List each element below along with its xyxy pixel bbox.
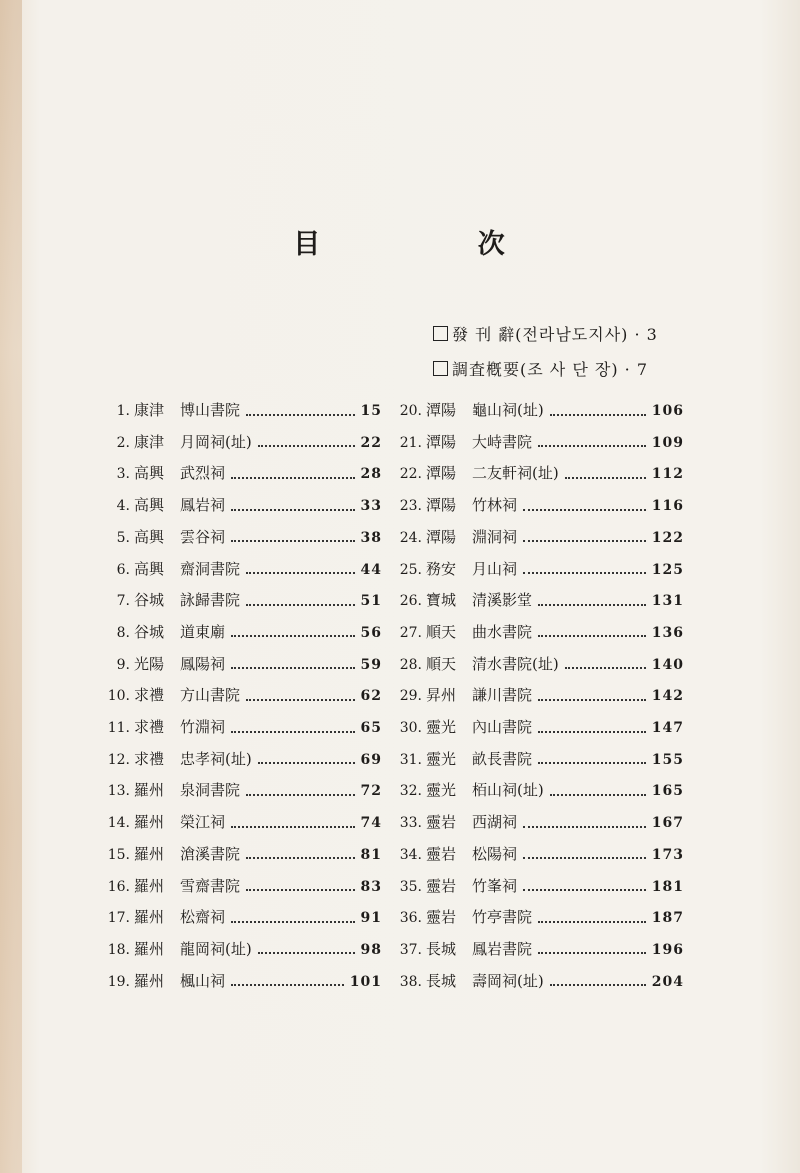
entry-number: 5. bbox=[116, 529, 130, 546]
entry-number: 34. bbox=[399, 846, 422, 863]
entry-region: 高興 bbox=[134, 527, 165, 546]
entry-region: 長城 bbox=[426, 939, 457, 958]
entry-region: 高興 bbox=[134, 559, 165, 578]
entry-number: 1. bbox=[116, 403, 130, 419]
entry-title: 道東廟 bbox=[180, 622, 226, 641]
entry-number: 33. bbox=[399, 815, 422, 832]
toc-entry bbox=[398, 779, 684, 803]
entry-page-number: 155 bbox=[651, 751, 684, 768]
entry-page-number: 15 bbox=[360, 403, 382, 419]
preface-item bbox=[433, 322, 658, 345]
toc-entry bbox=[106, 526, 382, 550]
entry-page-number: 136 bbox=[651, 624, 684, 641]
toc-entry bbox=[106, 906, 382, 930]
dot-leader bbox=[246, 413, 355, 416]
entry-region: 求禮 bbox=[134, 749, 165, 768]
entry-number: 3. bbox=[116, 466, 130, 483]
entry-title: 雲谷祠 bbox=[180, 527, 226, 546]
entry-region: 羅州 bbox=[134, 971, 165, 990]
toc-left-column bbox=[106, 399, 382, 999]
entry-title: 滄溪書院 bbox=[180, 844, 241, 863]
entry-title: 西湖祠 bbox=[472, 813, 518, 832]
toc-entry bbox=[398, 462, 684, 486]
entry-region: 靈岩 bbox=[426, 876, 457, 895]
preface-item bbox=[433, 357, 648, 380]
toc-entry bbox=[106, 589, 382, 613]
entry-region: 羅州 bbox=[134, 844, 165, 863]
entry-title: 謙川書院 bbox=[472, 686, 533, 705]
entry-number: 6. bbox=[116, 561, 130, 578]
toc-entry bbox=[398, 716, 684, 740]
entry-number: 20. bbox=[399, 403, 422, 419]
entry-title: 詠歸書院 bbox=[180, 591, 241, 610]
entry-region: 羅州 bbox=[134, 781, 165, 800]
toc-entry bbox=[106, 748, 382, 772]
dot-leader bbox=[523, 571, 646, 574]
entry-title: 松陽祠 bbox=[472, 844, 518, 863]
entry-title: 松齋祠 bbox=[180, 908, 226, 927]
entry-title: 竹亭書院 bbox=[472, 908, 533, 927]
dot-leader bbox=[231, 634, 355, 637]
entry-number: 12. bbox=[107, 751, 130, 768]
entry-number: 14. bbox=[107, 815, 130, 832]
dot-leader bbox=[565, 476, 646, 479]
entry-title: 齋洞書院 bbox=[180, 559, 241, 578]
entry-number: 25. bbox=[399, 561, 422, 578]
entry-page-number: 204 bbox=[651, 973, 684, 990]
toc-entry bbox=[106, 431, 382, 455]
entry-number: 27. bbox=[399, 624, 422, 641]
entry-page-number: 62 bbox=[360, 688, 382, 705]
toc-entry bbox=[106, 621, 382, 645]
entry-page-number: 142 bbox=[651, 688, 684, 705]
entry-title: 畝長書院 bbox=[472, 749, 533, 768]
entry-page-number: 72 bbox=[360, 783, 382, 800]
dot-leader bbox=[538, 634, 646, 637]
entry-page-number: 181 bbox=[651, 878, 684, 895]
entry-number: 18. bbox=[107, 941, 130, 958]
toc-entry bbox=[398, 526, 684, 550]
dot-leader bbox=[246, 793, 355, 796]
entry-page-number: 33 bbox=[360, 498, 382, 515]
entry-region: 寶城 bbox=[426, 591, 457, 610]
entry-number: 26. bbox=[399, 593, 422, 610]
entry-page-number: 65 bbox=[360, 720, 382, 736]
entry-number: 23. bbox=[399, 498, 422, 515]
toc-entry bbox=[398, 970, 684, 994]
entry-number: 11. bbox=[107, 720, 130, 736]
entry-page-number: 187 bbox=[651, 910, 684, 927]
dot-leader bbox=[231, 539, 355, 542]
dot-leader bbox=[523, 539, 646, 542]
entry-title: 內山書院 bbox=[472, 718, 533, 736]
entry-region: 羅州 bbox=[134, 813, 165, 832]
dot-leader bbox=[538, 951, 646, 954]
entry-number: 32. bbox=[399, 783, 422, 800]
entry-number: 28. bbox=[399, 656, 422, 673]
toc-entry bbox=[398, 558, 684, 582]
entry-title: 二友軒祠(址) bbox=[472, 464, 559, 483]
dot-leader bbox=[246, 571, 355, 574]
entry-title: 龍岡祠(址) bbox=[180, 939, 252, 958]
dot-leader bbox=[523, 508, 646, 511]
entry-page-number: 69 bbox=[360, 751, 382, 768]
entry-number: 22. bbox=[399, 466, 422, 483]
dot-leader bbox=[231, 983, 344, 986]
entry-title: 龜山祠(址) bbox=[472, 401, 544, 419]
entry-title: 大峙書院 bbox=[472, 432, 533, 451]
page-edge-stain bbox=[0, 0, 22, 1173]
dot-leader bbox=[538, 444, 646, 447]
toc-entry bbox=[106, 494, 382, 518]
entry-title: 清水書院(址) bbox=[472, 654, 559, 673]
dot-leader bbox=[538, 920, 646, 923]
entry-number: 30. bbox=[399, 720, 422, 736]
dot-leader bbox=[523, 856, 646, 859]
entry-number: 2. bbox=[116, 434, 130, 451]
entry-region: 靈岩 bbox=[426, 844, 457, 863]
entry-page-number: 112 bbox=[651, 466, 684, 483]
entry-number: 9. bbox=[116, 656, 130, 673]
entry-page-number: 131 bbox=[651, 593, 684, 610]
entry-region: 羅州 bbox=[134, 876, 165, 895]
dot-leader bbox=[231, 825, 355, 828]
dot-leader bbox=[258, 761, 355, 764]
dot-leader bbox=[565, 666, 646, 669]
toc-entry bbox=[106, 779, 382, 803]
entry-number: 38. bbox=[399, 973, 422, 990]
entry-region: 求禮 bbox=[134, 686, 165, 705]
entry-page-number: 140 bbox=[651, 656, 684, 673]
toc-entry bbox=[106, 970, 382, 994]
entry-number: 31. bbox=[399, 751, 422, 768]
entry-number: 29. bbox=[399, 688, 422, 705]
toc-entry bbox=[106, 938, 382, 962]
entry-page-number: 116 bbox=[651, 498, 684, 515]
entry-region: 務安 bbox=[426, 559, 457, 578]
preface-label: 調査槪要(조 사 단 장) · 7 bbox=[452, 360, 649, 379]
entry-title: 壽岡祠(址) bbox=[472, 971, 544, 990]
checkbox-square-icon bbox=[433, 326, 448, 341]
checkbox-square-icon bbox=[433, 361, 448, 376]
entry-number: 36. bbox=[399, 910, 422, 927]
entry-region: 靈岩 bbox=[426, 813, 457, 832]
entry-title: 鳳陽祠 bbox=[180, 654, 226, 673]
entry-region: 順天 bbox=[426, 654, 457, 673]
entry-page-number: 147 bbox=[651, 720, 684, 736]
entry-page-number: 56 bbox=[360, 624, 382, 641]
entry-page-number: 196 bbox=[651, 941, 684, 958]
dot-leader bbox=[246, 603, 355, 606]
entry-title: 楓山祠 bbox=[180, 971, 226, 990]
dot-leader bbox=[258, 444, 355, 447]
entry-number: 21. bbox=[399, 434, 422, 451]
toc-entry bbox=[398, 906, 684, 930]
entry-title: 雪齋書院 bbox=[180, 876, 241, 895]
toc-entry bbox=[398, 748, 684, 772]
entry-title: 武烈祠 bbox=[180, 464, 226, 483]
entry-number: 7. bbox=[116, 593, 130, 610]
entry-page-number: 44 bbox=[360, 561, 382, 578]
entry-page-number: 125 bbox=[651, 561, 684, 578]
entry-region: 求禮 bbox=[134, 718, 165, 736]
entry-page-number: 101 bbox=[349, 973, 382, 990]
toc-entry bbox=[398, 494, 684, 518]
entry-number: 37. bbox=[399, 941, 422, 958]
entry-page-number: 173 bbox=[651, 846, 684, 863]
entry-page-number: 98 bbox=[360, 941, 382, 958]
entry-region: 潭陽 bbox=[426, 527, 457, 546]
entry-region: 羅州 bbox=[134, 908, 165, 927]
entry-page-number: 167 bbox=[651, 815, 684, 832]
entry-page-number: 165 bbox=[651, 783, 684, 800]
entry-region: 康津 bbox=[134, 401, 165, 419]
dot-leader bbox=[246, 698, 355, 701]
entry-page-number: 81 bbox=[360, 846, 382, 863]
entry-number: 13. bbox=[107, 783, 130, 800]
entry-region: 昇州 bbox=[426, 686, 457, 705]
entry-title: 榮江祠 bbox=[180, 813, 226, 832]
toc-entry bbox=[398, 621, 684, 645]
entry-number: 10. bbox=[107, 688, 130, 705]
entry-region: 羅州 bbox=[134, 939, 165, 958]
entry-number: 8. bbox=[116, 624, 130, 641]
entry-region: 光陽 bbox=[134, 654, 165, 673]
entry-page-number: 28 bbox=[360, 466, 382, 483]
entry-region: 康津 bbox=[134, 432, 165, 451]
entry-region: 靈岩 bbox=[426, 908, 457, 927]
entry-number: 17. bbox=[107, 910, 130, 927]
toc-entry bbox=[398, 938, 684, 962]
dot-leader bbox=[246, 856, 355, 859]
entry-number: 16. bbox=[107, 878, 130, 895]
entry-title: 竹淵祠 bbox=[180, 718, 226, 736]
entry-region: 靈光 bbox=[426, 781, 457, 800]
toc-entry bbox=[398, 843, 684, 867]
dot-leader bbox=[550, 793, 646, 796]
entry-number: 35. bbox=[399, 878, 422, 895]
dot-leader bbox=[231, 666, 355, 669]
dot-leader bbox=[538, 698, 646, 701]
entry-region: 高興 bbox=[134, 496, 165, 515]
entry-number: 19. bbox=[107, 973, 130, 990]
toc-entry bbox=[106, 558, 382, 582]
dot-leader bbox=[523, 825, 646, 828]
entry-number: 15. bbox=[107, 846, 130, 863]
toc-entry bbox=[106, 843, 382, 867]
dot-leader bbox=[231, 920, 355, 923]
entry-title: 博山書院 bbox=[180, 401, 241, 419]
entry-region: 潭陽 bbox=[426, 401, 457, 419]
entry-title: 曲水書院 bbox=[472, 622, 533, 641]
entry-page-number: 83 bbox=[360, 878, 382, 895]
entry-region: 長城 bbox=[426, 971, 457, 990]
entry-region: 順天 bbox=[426, 622, 457, 641]
entry-title: 鳳岩祠 bbox=[180, 496, 226, 515]
toc-entry bbox=[106, 653, 382, 677]
entry-number: 4. bbox=[116, 498, 130, 515]
entry-page-number: 106 bbox=[651, 403, 684, 419]
dot-leader bbox=[538, 761, 646, 764]
entry-region: 潭陽 bbox=[426, 496, 457, 515]
entry-title: 忠孝祠(址) bbox=[180, 749, 252, 768]
toc-entry bbox=[106, 684, 382, 708]
entry-title: 淵洞祠 bbox=[472, 527, 518, 546]
entry-region: 潭陽 bbox=[426, 432, 457, 451]
dot-leader bbox=[246, 888, 355, 891]
entry-page-number: 109 bbox=[651, 434, 684, 451]
toc-entry bbox=[398, 684, 684, 708]
dot-leader bbox=[231, 730, 355, 733]
entry-title: 鳳岩書院 bbox=[472, 939, 533, 958]
toc-entry bbox=[398, 875, 684, 899]
entry-region: 靈光 bbox=[426, 749, 457, 768]
entry-page-number: 91 bbox=[360, 910, 382, 927]
entry-title: 方山書院 bbox=[180, 686, 241, 705]
entry-title: 月山祠 bbox=[472, 559, 518, 578]
entry-region: 高興 bbox=[134, 464, 165, 483]
dot-leader bbox=[258, 951, 355, 954]
entry-page-number: 22 bbox=[360, 434, 382, 451]
entry-page-number: 122 bbox=[651, 529, 684, 546]
dot-leader bbox=[538, 730, 646, 733]
entry-title: 月岡祠(址) bbox=[180, 432, 252, 451]
entry-region: 靈光 bbox=[426, 718, 457, 736]
entry-region: 谷城 bbox=[134, 591, 165, 610]
entry-region: 潭陽 bbox=[426, 464, 457, 483]
toc-entry bbox=[398, 811, 684, 835]
entry-page-number: 38 bbox=[360, 529, 382, 546]
toc-entry bbox=[106, 716, 382, 740]
page-title: 目 次 bbox=[293, 229, 579, 260]
toc-entry bbox=[106, 875, 382, 899]
toc-entry bbox=[106, 462, 382, 486]
preface-label: 發 刊 辭(전라남도지사) · 3 bbox=[452, 325, 658, 344]
dot-leader bbox=[231, 476, 355, 479]
entry-title: 泉洞書院 bbox=[180, 781, 241, 800]
toc-entry bbox=[398, 589, 684, 613]
entry-page-number: 59 bbox=[360, 656, 382, 673]
dot-leader bbox=[538, 603, 646, 606]
toc-entry bbox=[398, 653, 684, 677]
dot-leader bbox=[231, 508, 355, 511]
entry-page-number: 74 bbox=[360, 815, 382, 832]
entry-title: 竹林祠 bbox=[472, 496, 518, 515]
dot-leader bbox=[523, 888, 646, 891]
entry-title: 竹峯祠 bbox=[472, 876, 518, 895]
entry-number: 24. bbox=[399, 529, 422, 546]
toc-entry bbox=[106, 399, 382, 423]
toc-entry bbox=[398, 431, 684, 455]
dot-leader bbox=[550, 983, 646, 986]
dot-leader bbox=[550, 413, 646, 416]
toc-entry bbox=[398, 399, 684, 423]
toc-right-column bbox=[398, 399, 684, 999]
entry-title: 清溪影堂 bbox=[472, 591, 533, 610]
entry-title: 栢山祠(址) bbox=[472, 781, 544, 800]
entry-region: 谷城 bbox=[134, 622, 165, 641]
entry-page-number: 51 bbox=[360, 593, 382, 610]
toc-entry bbox=[106, 811, 382, 835]
